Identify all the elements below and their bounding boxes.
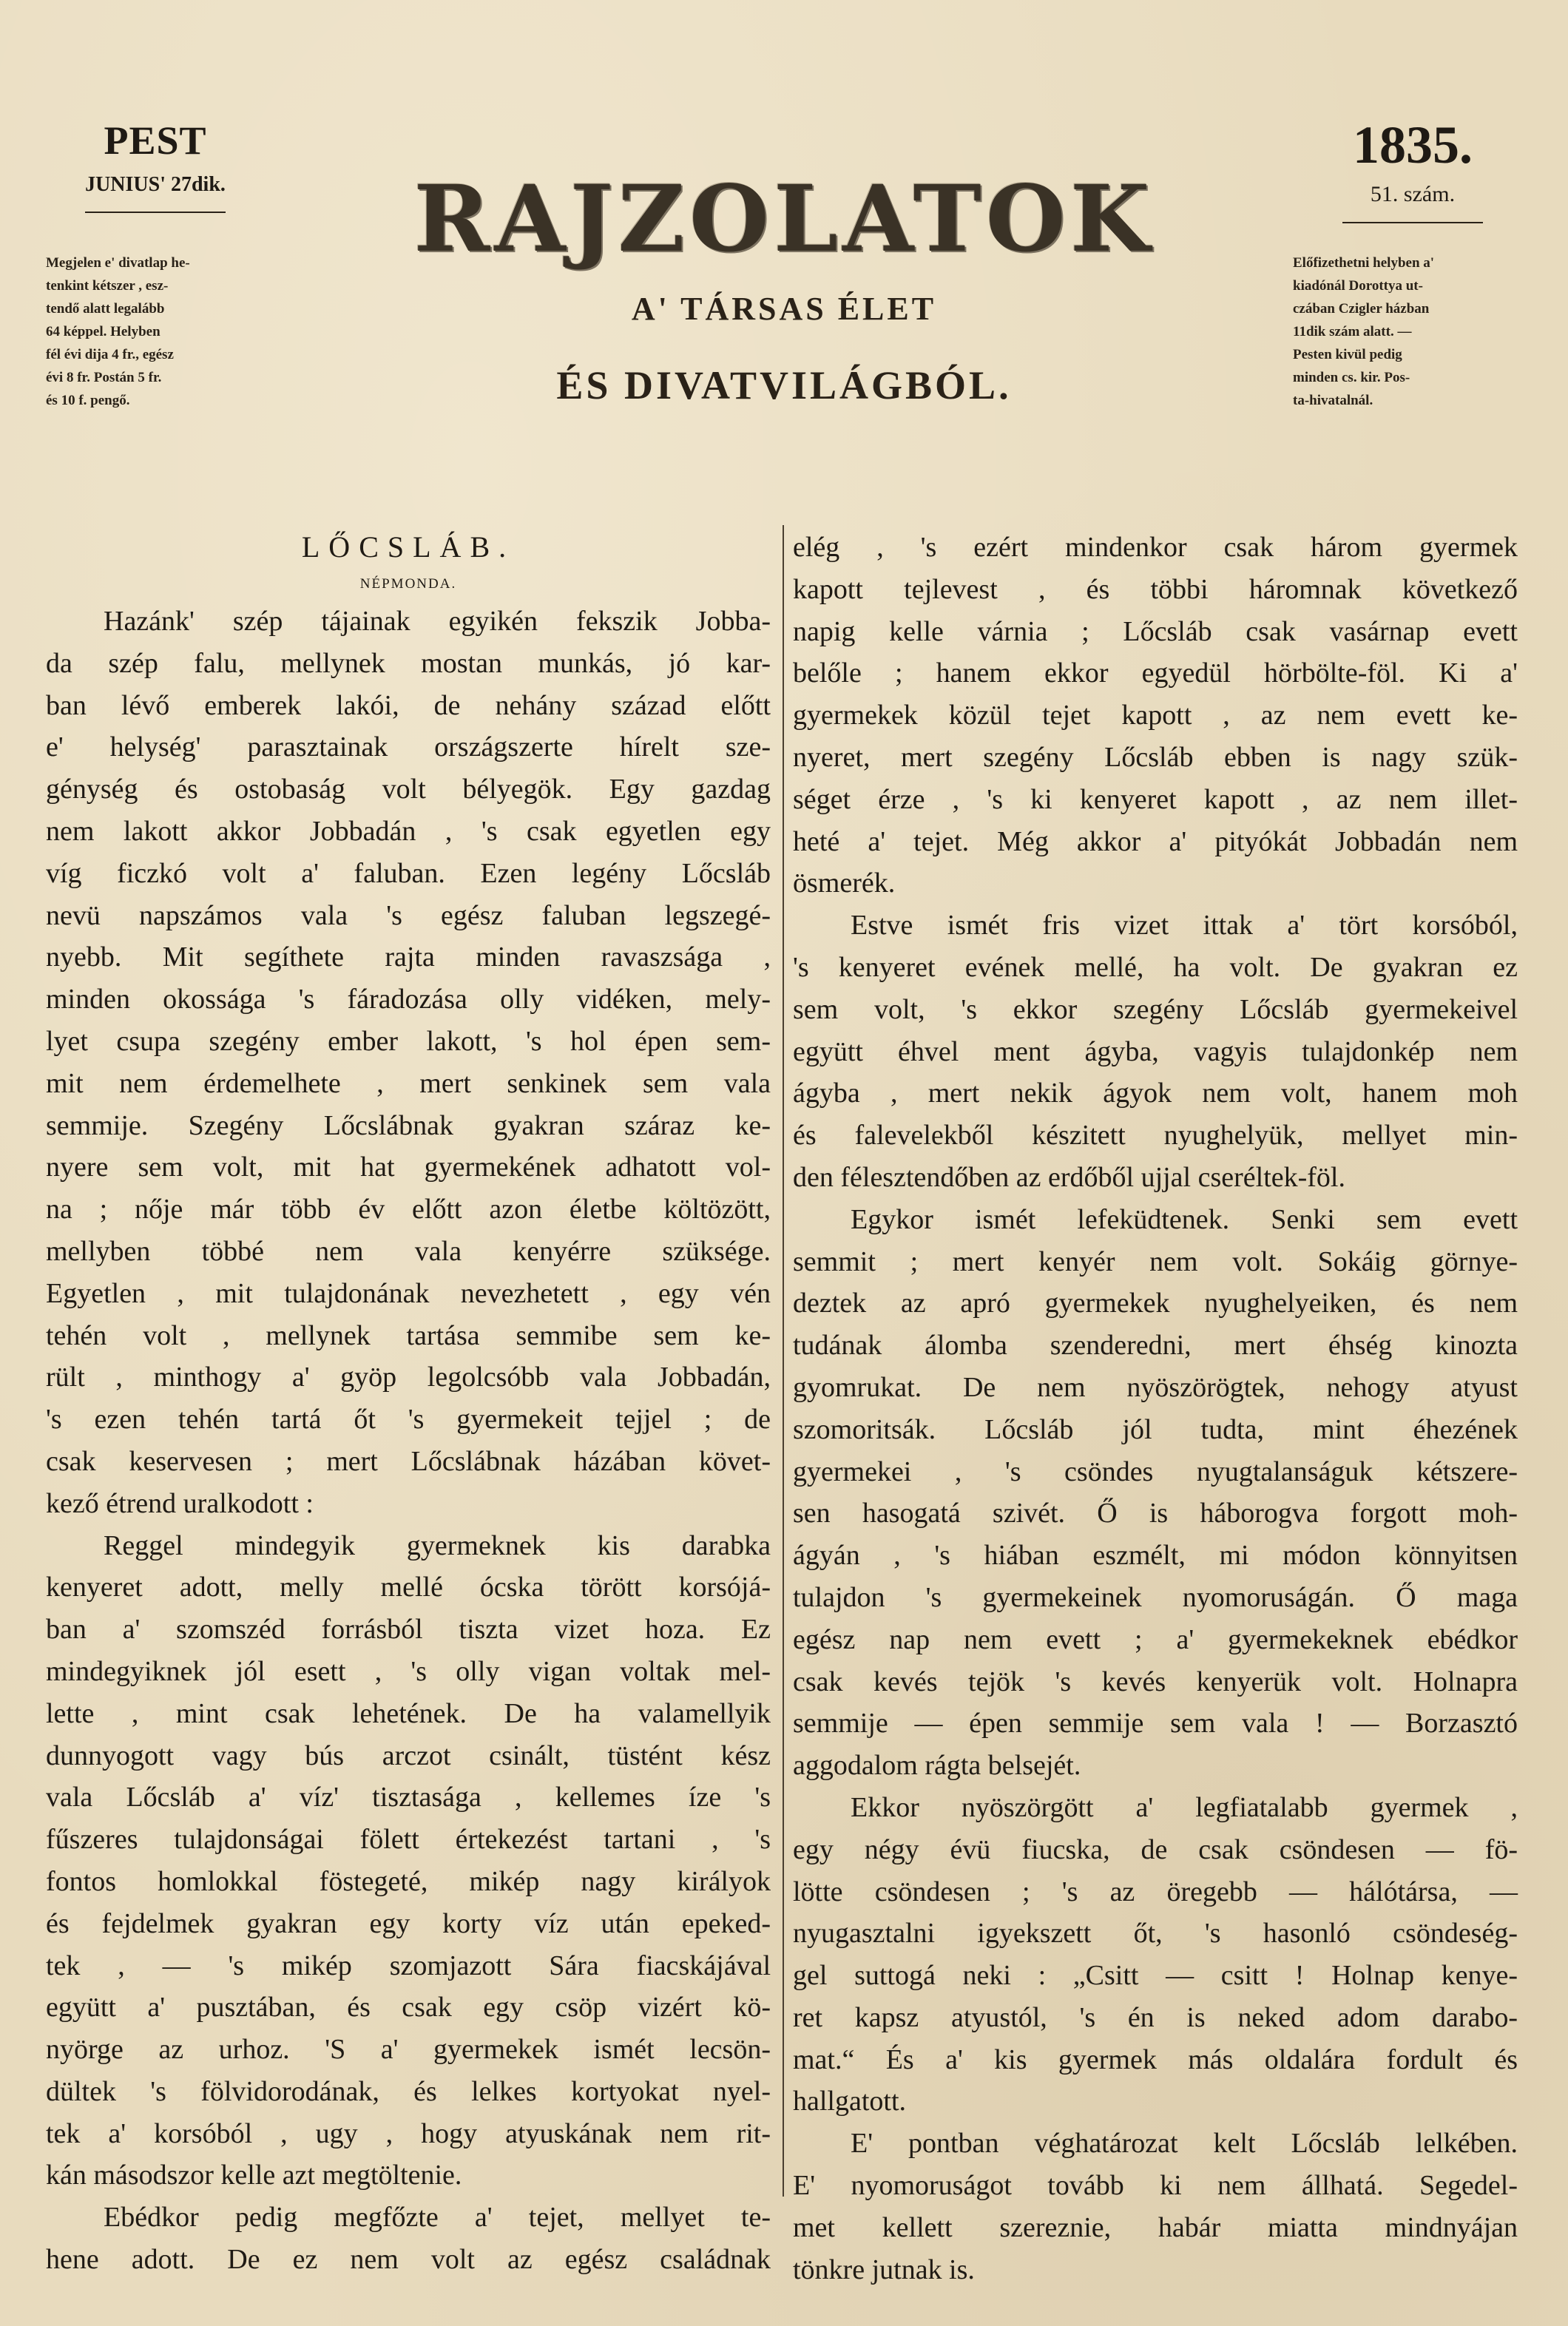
text-line: nevü napszámos vala 's egész faluban legszegé-: [46, 899, 771, 931]
text-line: nyere sem volt, mit hat gyermekének adhatott vol-: [46, 1152, 771, 1183]
text-line: tönkre jutnak is.: [793, 2254, 975, 2285]
column-divider: [783, 525, 784, 2197]
text-line: vala Lőcsláb a' víz' tisztasága , kellemes íze 's: [46, 1782, 771, 1813]
text-line: rült , minthogy a' gyöp legolcsóbb vala Jobbadán,: [46, 1362, 771, 1393]
text-line: Estve ismét fris vizet ittak a' tört korsóból,: [851, 910, 1518, 941]
text-line: mindegyiknek jól esett , 's olly vigan voltak mel-: [46, 1655, 771, 1687]
text-line: semmije. Szegény Lőcslábnak gyakran száraz ke-: [46, 1109, 771, 1141]
article-paragraph: [46, 1525, 771, 2197]
text-line: Egyetlen , mit tulajdonának nevezhetett , egy vén: [46, 1277, 771, 1309]
text-line: gel suttogá neki : „Csitt — csitt ! Holnap kenye-: [793, 1960, 1518, 1992]
article-paragraph: [793, 2123, 1518, 2290]
text-line: kenyeret adott, melly mellé ócska törött korsójá-: [46, 1572, 771, 1603]
location-label: PEST: [104, 118, 207, 163]
text-line: egész nap nem evett ; a' gyermekeknek ebédkor: [793, 1623, 1518, 1655]
text-line: deztek az apró gyermekek nyughelyeiken, és nem: [793, 1288, 1518, 1319]
masthead-subtitle-2: ÉS DIVATVILÁGBÓL.: [556, 363, 1012, 408]
text-line: mat.“ És a' kis gyermek más oldalára fordult és: [793, 2043, 1518, 2075]
text-line: E' nyomoruságot tovább ki nem állhatá. Segedel-: [793, 2170, 1518, 2202]
text-line: Hazánk' szép tájainak egyikén fekszik Jobba-: [104, 606, 771, 637]
text-line: szomoritsák. Lőcsláb jól tudta, mint éhezének: [793, 1413, 1518, 1445]
issue-date: JUNIUS' 27dik.: [85, 173, 226, 196]
text-line: napig kelle várnia ; Lőcsláb csak vasárnap evett: [793, 615, 1518, 647]
text-line: kapott tejlevest , és többi háromnak következő: [793, 573, 1518, 605]
text-line: semmit ; mert kenyér nem volt. Sokáig görnye-: [793, 1245, 1518, 1277]
text-line: da szép falu, mellynek mostan munkás, jó kar-: [46, 647, 771, 679]
text-line: nem lakott akkor Jobbadán , 's csak egyetlen egy: [46, 815, 771, 847]
text-line: kező étrend uralkodott :: [46, 1487, 314, 1519]
article-paragraph: [793, 527, 1518, 905]
text-line: mit nem érdemelhete , mert senkinek sem vala: [46, 1067, 771, 1099]
text-line: tehén volt , mellynek tartása semmibe sem ke-: [46, 1319, 771, 1351]
text-line: E' pontban véghatározat kelt Lőcsláb lelkében.: [851, 2128, 1518, 2160]
text-line: gyomrukat. De nem nyöszörögtek, nehogy atyust: [793, 1371, 1518, 1403]
header-left-rule: [85, 212, 226, 213]
text-line: egy négy évü fiucska, de csak csöndesen — fö-: [793, 1833, 1518, 1865]
text-line: víg ficzkó volt a' faluban. Ezen legény Lőcsláb: [46, 857, 771, 889]
text-line: együtt a' pusztában, és csak egy csöp vizért kö-: [46, 1992, 771, 2024]
text-line: na ; nője már több év előtt azon életbe költözött,: [46, 1194, 771, 1225]
header-left: [52, 118, 259, 213]
text-line: génység és ostobaság volt bélyegök. Egy gazdag: [46, 774, 771, 805]
text-line: Ebédkor pedig megfőzte a' tejet, mellyet te-: [104, 2202, 771, 2234]
right-column-body: [793, 527, 1518, 2290]
text-line: ágyba , mert nekik ágyok nem volt, hanem moh: [793, 1078, 1518, 1109]
text-line: hallgatott.: [793, 2086, 907, 2117]
text-line: minden okossága 's fáradozása olly vidéken, mely-: [46, 984, 771, 1015]
article-paragraph: [793, 905, 1518, 1199]
issue-number: 51. szám.: [1370, 182, 1456, 206]
column-left: [46, 527, 771, 2281]
text-line: Ekkor nyöszörgött a' legfiatalabb gyermek ,: [851, 1791, 1518, 1823]
text-line: fontos homlokkal föstegeté, mikép nagy királyok: [46, 1865, 771, 1897]
masthead-title: RAJZOLATOK: [413, 166, 1155, 273]
subscription-info: Megjelen e' divatlap he- tenkint kétszer , esz- tendő alatt legalább 64 képpel. Helyben fél évi dija 4 fr., egész évi 8 fr. Postán 5 fr. és 10 f. pengő.: [46, 255, 190, 408]
text-line: heté a' tejet. Még akkor a' pityókát Jobbadán nem: [793, 825, 1518, 857]
text-line: belőle ; hanem ekkor egyedül hörbölte-föl. Ki a': [793, 657, 1518, 689]
text-line: nyebb. Mit segíthete rajta minden ravaszsága ,: [46, 941, 771, 973]
article-paragraph: [793, 1199, 1518, 1787]
masthead-subtitle-1: A' TÁRSAS ÉLET: [631, 291, 937, 327]
text-line: és fejdelmek gyakran egy korty víz után epeked-: [46, 1907, 771, 1939]
article-paragraph: [46, 2197, 771, 2281]
text-line: aggodalom rágta belsejét.: [793, 1750, 1081, 1782]
text-line: met kellett szereznie, habár miatta mindnyájan: [793, 2211, 1518, 2243]
header-right: [1309, 115, 1516, 223]
text-line: gyermekek közül tejet kapott , az nem evett ke-: [793, 700, 1518, 731]
text-line: den félesztendőben az erdőből ujjal cseréltek-föl.: [793, 1161, 1345, 1193]
text-line: lette , mint csak lehetének. De ha valamellyik: [46, 1697, 771, 1729]
text-line: lyet csupa szegény ember lakott, 's hol épen sem-: [46, 1025, 771, 1057]
text-line: dunnyogott vagy bús arczot csinált, tüstént kész: [46, 1740, 771, 1771]
text-line: séget érze , 's ki kenyeret kapott , az nem illet-: [793, 783, 1518, 815]
text-line: semmije — épen semmije sem vala ! — Borzasztó: [793, 1708, 1518, 1740]
text-line: kán másodszor kelle azt megtöltenie.: [46, 2160, 462, 2191]
header-right-rule: [1342, 222, 1483, 223]
text-line: ban a' szomszéd forrásból tiszta vizet hoza. Ez: [46, 1614, 771, 1646]
text-line: Reggel mindegyik gyermeknek kis darabka: [104, 1529, 771, 1561]
left-column-body: [46, 601, 771, 2281]
text-line: nyörge az urhoz. 'S a' gyermekek ismét lecsön-: [46, 2034, 771, 2066]
text-line: tulajdon 's gyermekeinek nyomoruságán. Ő maga: [793, 1581, 1518, 1613]
text-line: tudának álomba szenderedni, mert éhség kinozta: [793, 1330, 1518, 1362]
text-line: Egykor ismét lefeküdtenek. Senki sem evett: [851, 1203, 1518, 1235]
text-line: ban lévő emberek lakói, de nehány század előtt: [46, 689, 771, 721]
text-line: sen hasogatá szivét. Ő is háborogva forgott moh-: [793, 1498, 1518, 1529]
text-line: együtt éhvel ment ágyba, vagyis tulajdonkép nem: [793, 1035, 1518, 1067]
text-line: e' helység' parasztainak országszerte hírelt sze-: [46, 731, 771, 763]
text-line: tek , — 's mikép szomjazott Sára fiacskájával: [46, 1950, 771, 1981]
text-line: tek a' korsóból , ugy , hogy atyuskának nem rit-: [46, 2117, 771, 2149]
text-line: ágyán , 's hiában eszmélt, mi módon könnyitsen: [793, 1540, 1518, 1572]
text-line: hene adott. De ez nem volt az egész családnak: [46, 2244, 771, 2276]
text-line: lötte csöndesen ; 's az öregebb — hálótársa, —: [793, 1876, 1518, 1907]
column-right: [793, 527, 1518, 2290]
text-line: nyeret, mert szegény Lőcsláb ebben is nagy szük-: [793, 741, 1518, 773]
text-line: fűszeres tulajdonságai fölett értekezést tartani , 's: [46, 1824, 771, 1856]
issue-year: 1835.: [1353, 115, 1473, 175]
text-line: 's ezen tehén tartá őt 's gyermekeit tejjel ; de: [46, 1404, 771, 1436]
text-line: ösmerék.: [793, 868, 896, 899]
text-line: sem volt, 's ekkor szegény Lőcsláb gyermekeivel: [793, 993, 1518, 1025]
text-line: és falevelekből készitett nyughelyük, mellyet min-: [793, 1120, 1518, 1152]
article-title: LŐCSLÁB.: [301, 530, 516, 564]
text-line: gyermekei , 's csöndes nyugtalanságuk kétszere-: [793, 1456, 1518, 1487]
text-line: dültek 's fölvidorodának, és lelkes kortyokat nyel-: [46, 2075, 771, 2107]
ordering-info: Előfizethetni helyben a' kiadónál Dorottya ut- czában Czigler házban 11dik szám alatt. — Pesten kivül pedig minden cs. kir. Pos- ta-hivatalnál.: [1293, 255, 1435, 408]
article-paragraph: [46, 601, 771, 1525]
text-line: elég , 's ezért mindenkor csak három gyermek: [793, 532, 1518, 563]
article-subtitle: NÉPMONDA.: [359, 576, 457, 592]
text-line: 's kenyeret evének mellé, ha volt. De gyakran ez: [793, 951, 1518, 983]
text-line: mellyben többé nem vala kenyérre szüksége.: [46, 1235, 771, 1267]
text-line: csak kevés tejök 's kevés kenyerük volt. Holnapra: [793, 1666, 1518, 1697]
text-line: csak keservesen ; mert Lőcslábnak házában követ-: [46, 1445, 771, 1477]
text-line: nyugasztalni igyekszett őt, 's hasonló csöndeség-: [793, 1918, 1518, 1950]
article-paragraph: [793, 1787, 1518, 2123]
text-line: ret kapsz atyustól, 's én is neked adom darabo-: [793, 2001, 1518, 2033]
